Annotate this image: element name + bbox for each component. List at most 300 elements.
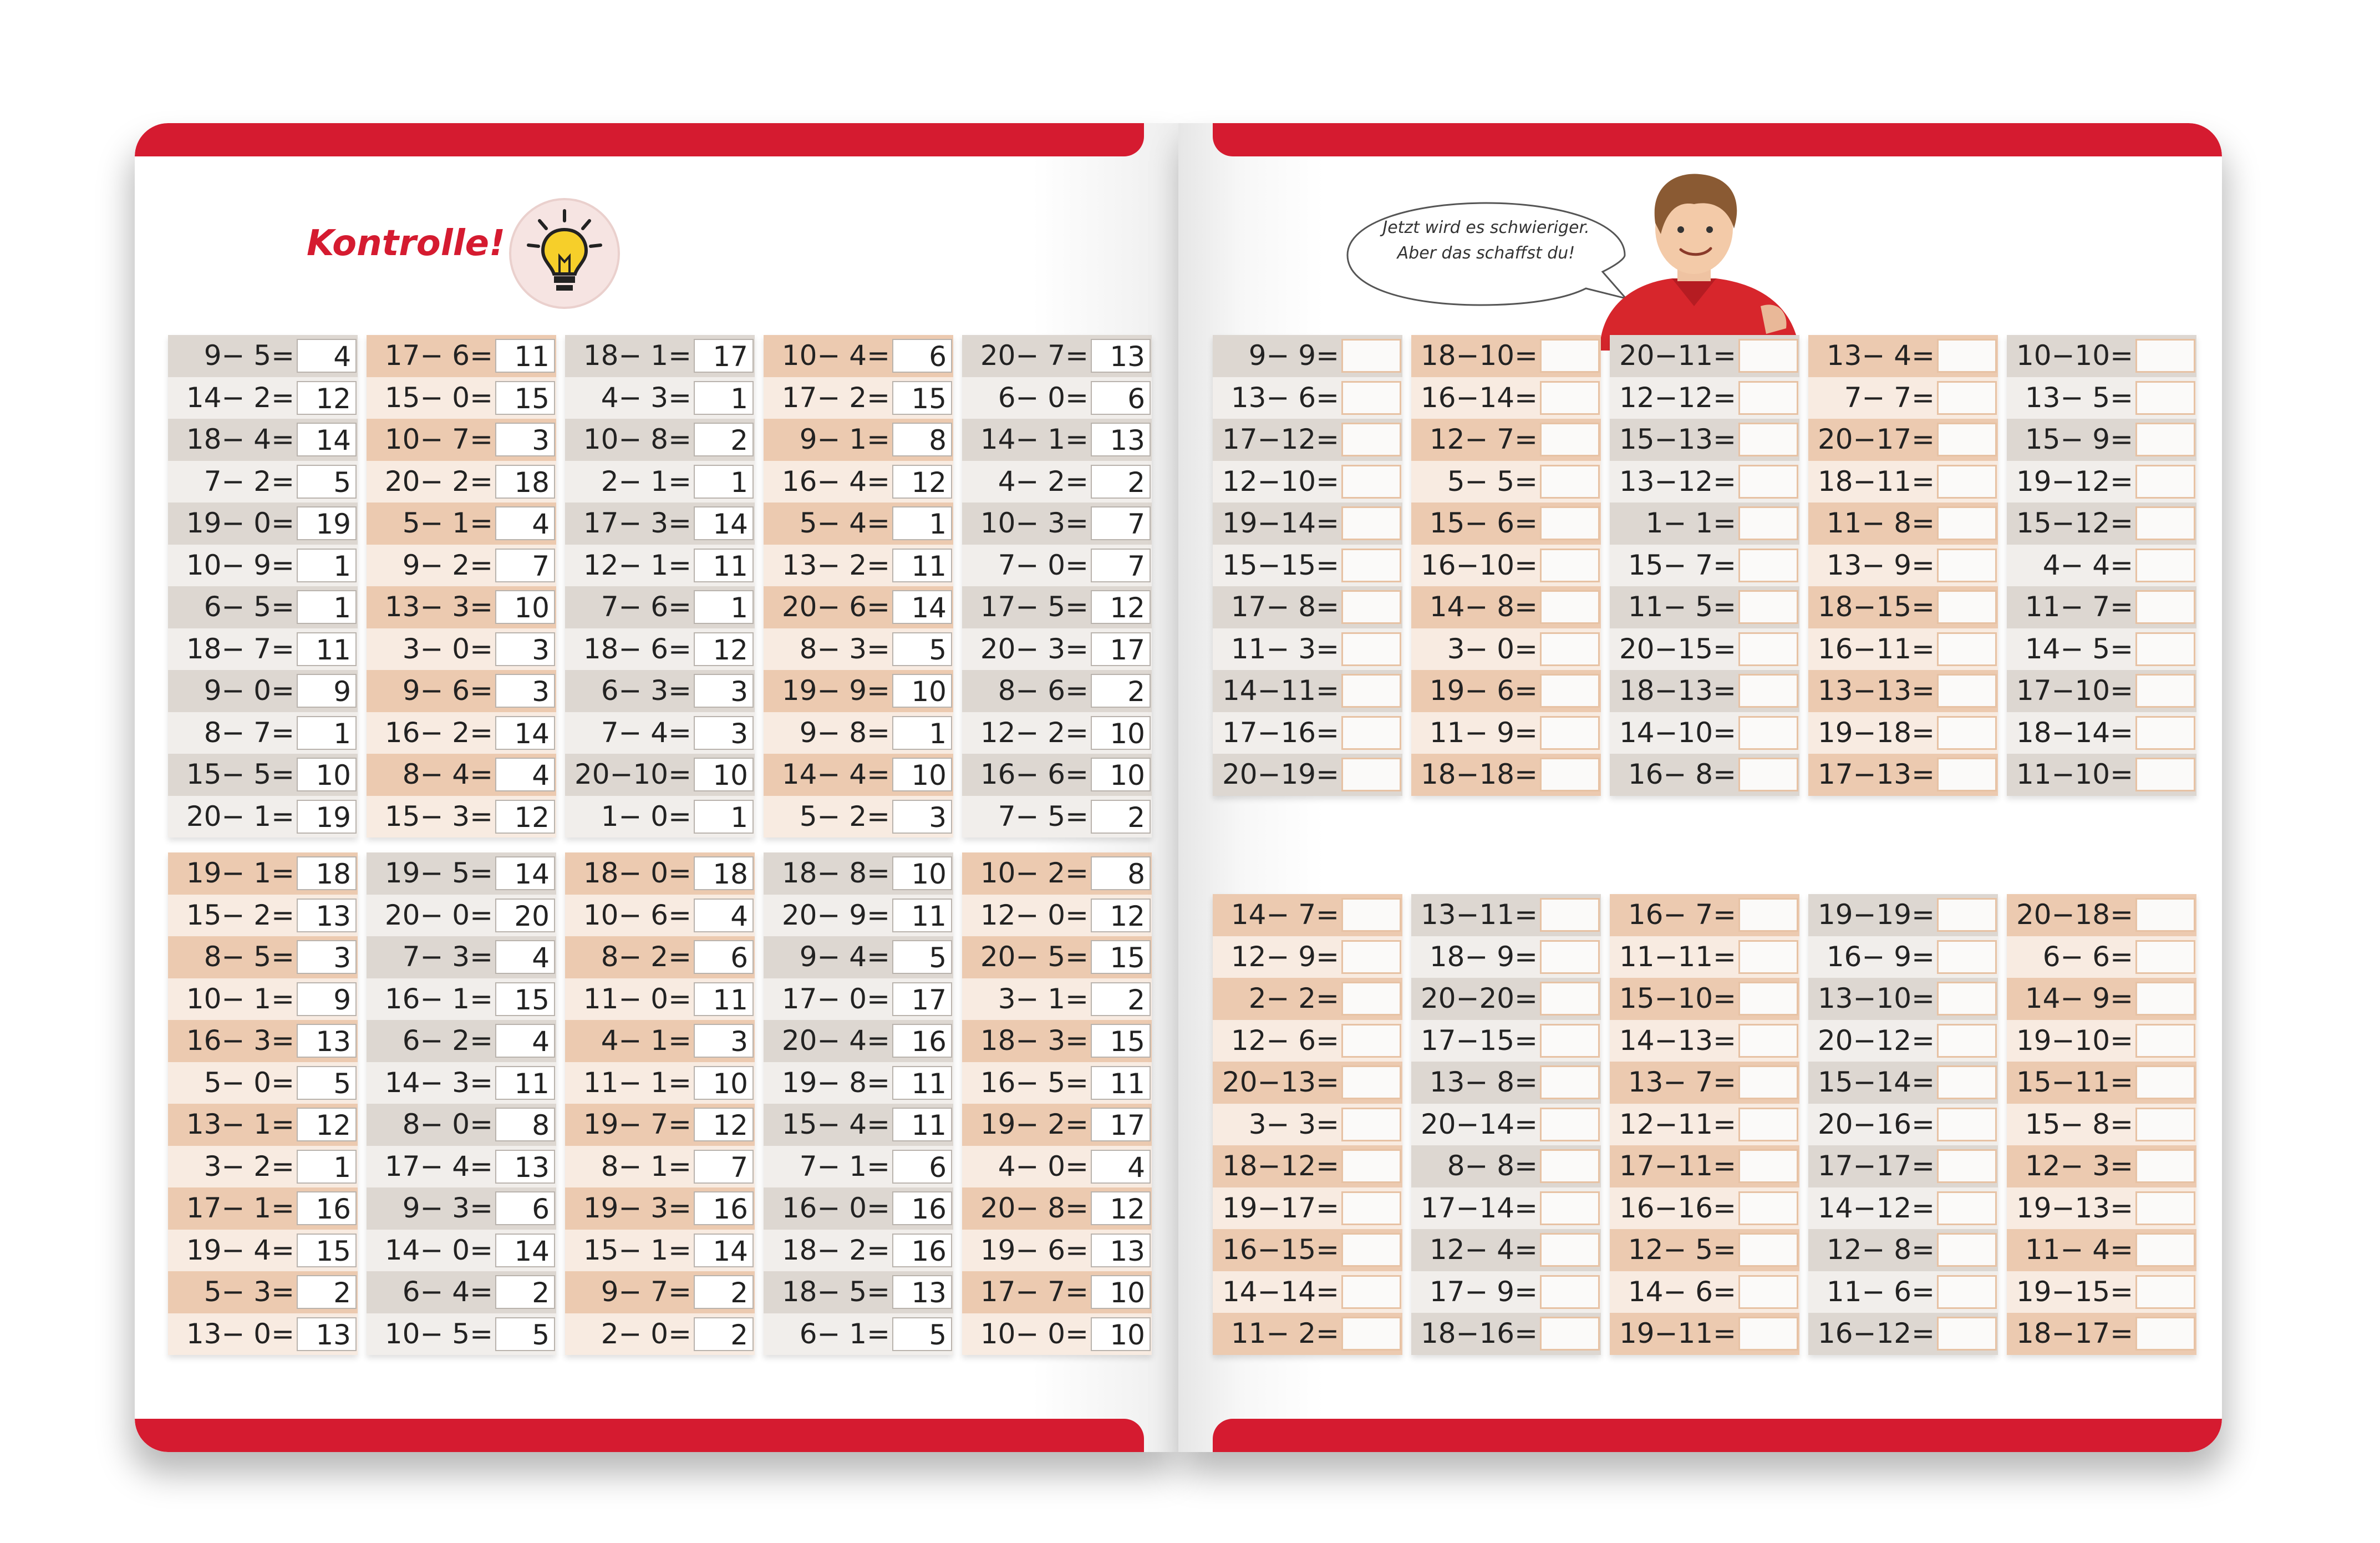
answer-input-box[interactable] <box>1540 758 1600 791</box>
answer-input-box[interactable] <box>2135 716 2195 750</box>
answer-input-box[interactable] <box>1937 423 1997 456</box>
answer-input-box[interactable] <box>1738 1024 1798 1058</box>
equation-row <box>367 1146 556 1188</box>
answer-input-box[interactable] <box>1937 1149 1997 1183</box>
answer-box: 1 <box>297 590 357 624</box>
equation-task: 15−11= <box>2016 1066 2133 1098</box>
answer-box: 5 <box>495 1317 555 1351</box>
answer-input-box[interactable] <box>1341 982 1401 1016</box>
exercise-column <box>2007 335 2196 796</box>
equation-task: 11− 9= <box>1429 716 1538 749</box>
answer-input-box[interactable] <box>1341 549 1401 582</box>
equation-task: 19−15= <box>2016 1275 2133 1308</box>
equation-row <box>962 503 1152 545</box>
equation-task: 3− 3= <box>1248 1108 1339 1140</box>
answer-box: 1 <box>694 465 754 499</box>
answer-input-box[interactable] <box>1738 506 1798 540</box>
equation-task: 12− 1= <box>583 549 691 581</box>
equation-task: 12− 3= <box>2025 1150 2133 1182</box>
equation-row <box>764 712 953 754</box>
equation-row <box>367 754 556 796</box>
answer-input-box[interactable] <box>1937 381 1997 415</box>
equation-row <box>168 1313 358 1356</box>
answer-box: 2 <box>297 1275 357 1309</box>
answer-input-box[interactable] <box>1738 465 1798 499</box>
equation-task: 11− 7= <box>2025 591 2133 623</box>
answer-input-box[interactable] <box>1937 590 1997 624</box>
answer-input-box[interactable] <box>1937 1191 1997 1225</box>
equation-row <box>168 670 358 712</box>
equation-task: 16−15= <box>1222 1234 1339 1266</box>
equation-row <box>962 335 1152 377</box>
equation-row <box>2007 586 2196 628</box>
answer-input-box[interactable] <box>1341 1108 1401 1141</box>
answer-box: 15 <box>1091 1024 1151 1058</box>
equation-row <box>962 796 1152 838</box>
equation-row <box>565 936 755 978</box>
right-page <box>1178 123 2222 1452</box>
speech-line-1: Jetzt wird es schwieriger. <box>1382 218 1590 237</box>
equation-task: 15−14= <box>1817 1066 1935 1098</box>
equation-row <box>1808 1020 1998 1062</box>
equation-row <box>962 1271 1152 1313</box>
answer-box: 14 <box>694 506 754 540</box>
equation-task: 12− 4= <box>1429 1234 1538 1266</box>
answer-input-box[interactable] <box>1738 1149 1798 1183</box>
answer-input-box[interactable] <box>2135 381 2195 415</box>
answer-input-box[interactable] <box>1341 339 1401 373</box>
answer-input-box[interactable] <box>1937 1317 1997 1351</box>
answer-input-box[interactable] <box>1341 1024 1401 1058</box>
equation-row <box>1411 335 1601 377</box>
answer-input-box[interactable] <box>1540 1317 1600 1351</box>
answer-input-box[interactable] <box>1540 1108 1600 1141</box>
equation-task: 18− 0= <box>583 857 691 889</box>
answer-input-box[interactable] <box>1937 1108 1997 1141</box>
equation-row <box>1808 545 1998 587</box>
equation-row <box>1411 1145 1601 1187</box>
equation-row <box>565 1187 755 1230</box>
answer-input-box[interactable] <box>1738 674 1798 708</box>
answer-input-box[interactable] <box>1341 1149 1401 1183</box>
equation-row <box>565 628 755 671</box>
equation-row <box>1808 670 1998 712</box>
equation-row <box>565 712 755 754</box>
equation-row <box>367 1187 556 1230</box>
equation-task: 18−17= <box>2016 1317 2133 1349</box>
answer-input-box[interactable] <box>1937 898 1997 932</box>
answer-input-box[interactable] <box>1341 940 1401 974</box>
equation-row <box>367 1104 556 1146</box>
equation-row <box>962 754 1152 796</box>
answer-input-box[interactable] <box>1341 674 1401 708</box>
equation-task: 15− 0= <box>384 381 493 414</box>
equation-row <box>1808 419 1998 461</box>
equation-task: 18− 6= <box>583 632 691 665</box>
answer-input-box[interactable] <box>1341 1317 1401 1351</box>
answer-input-box[interactable] <box>1540 898 1600 932</box>
answer-input-box[interactable] <box>1738 339 1798 373</box>
equation-row <box>2007 1062 2196 1104</box>
answer-input-box[interactable] <box>1540 465 1600 499</box>
equation-row <box>367 936 556 978</box>
equation-row <box>1411 1020 1601 1062</box>
answer-input-box[interactable] <box>2135 549 2195 582</box>
answer-input-box[interactable] <box>1738 1108 1798 1141</box>
answer-box: 12 <box>297 1108 357 1141</box>
equation-row <box>168 503 358 545</box>
equation-row <box>2007 1229 2196 1271</box>
answer-input-box[interactable] <box>1540 1191 1600 1225</box>
equation-task: 20− 8= <box>980 1192 1089 1224</box>
equation-row <box>168 461 358 503</box>
answer-input-box[interactable] <box>1937 716 1997 750</box>
exercise-column <box>1808 894 1998 1355</box>
equation-task: 10− 8= <box>583 423 691 455</box>
equation-row <box>764 1313 953 1356</box>
answer-input-box[interactable] <box>2135 339 2195 373</box>
equation-task: 20−15= <box>1619 632 1736 665</box>
answer-input-box[interactable] <box>1738 1317 1798 1351</box>
solution-column <box>168 335 358 838</box>
answer-input-box[interactable] <box>1341 423 1401 456</box>
equation-row <box>1610 545 1799 587</box>
equation-task: 7− 7= <box>1844 381 1935 414</box>
equation-row <box>1213 1020 1402 1062</box>
equation-row <box>1610 419 1799 461</box>
equation-task: 6− 1= <box>799 1317 890 1350</box>
equation-task: 18− 3= <box>980 1024 1089 1057</box>
equation-row <box>565 461 755 503</box>
answer-input-box[interactable] <box>1540 940 1600 974</box>
equation-task: 18−13= <box>1619 674 1736 707</box>
answer-input-box[interactable] <box>1738 1275 1798 1309</box>
equation-row <box>962 628 1152 671</box>
answer-input-box[interactable] <box>1738 940 1798 974</box>
answer-input-box[interactable] <box>1341 381 1401 415</box>
answer-input-box[interactable] <box>2135 674 2195 708</box>
equation-task: 14−12= <box>1817 1191 1935 1224</box>
equation-task: 14− 7= <box>1230 899 1339 931</box>
answer-input-box[interactable] <box>1937 758 1997 791</box>
equation-row <box>1411 461 1601 503</box>
equation-row <box>367 978 556 1021</box>
answer-input-box[interactable] <box>1540 549 1600 582</box>
equation-task: 12− 8= <box>1826 1234 1935 1266</box>
answer-input-box[interactable] <box>1738 549 1798 582</box>
answer-input-box[interactable] <box>2135 632 2195 666</box>
equation-row <box>764 1020 953 1062</box>
equation-row <box>367 712 556 754</box>
equation-row <box>168 628 358 671</box>
answer-input-box[interactable] <box>1341 465 1401 499</box>
equation-row <box>2007 377 2196 419</box>
equation-row <box>1411 503 1601 545</box>
answer-box: 2 <box>1091 800 1151 834</box>
answer-box: 10 <box>694 758 754 791</box>
equation-row <box>962 419 1152 461</box>
answer-input-box[interactable] <box>1540 339 1600 373</box>
equation-row <box>962 1146 1152 1188</box>
equation-row <box>2007 503 2196 545</box>
equation-task: 18−18= <box>1420 758 1538 790</box>
equation-row <box>1610 1145 1799 1187</box>
equation-row <box>1610 1313 1799 1355</box>
equation-task: 12− 0= <box>980 899 1089 931</box>
equation-task: 7− 6= <box>601 591 691 623</box>
answer-input-box[interactable] <box>1341 632 1401 666</box>
answer-input-box[interactable] <box>1738 632 1798 666</box>
equation-row <box>2007 419 2196 461</box>
answer-box: 10 <box>297 758 357 791</box>
answer-input-box[interactable] <box>1937 339 1997 373</box>
answer-input-box[interactable] <box>1738 898 1798 932</box>
answer-input-box[interactable] <box>1540 674 1600 708</box>
equation-row <box>1213 1271 1402 1313</box>
equation-task: 17− 8= <box>1230 591 1339 623</box>
equation-row <box>1808 978 1998 1020</box>
answer-input-box[interactable] <box>1738 423 1798 456</box>
equation-row <box>2007 461 2196 503</box>
equation-task: 9− 0= <box>204 674 294 707</box>
answer-input-box[interactable] <box>1937 1065 1997 1099</box>
answer-input-box[interactable] <box>1341 1275 1401 1309</box>
answer-input-box[interactable] <box>1738 716 1798 750</box>
answer-box: 2 <box>694 1317 754 1351</box>
answer-input-box[interactable] <box>2135 1108 2195 1141</box>
top-red-bar <box>135 123 1144 156</box>
equation-task: 13− 7= <box>1628 1066 1736 1098</box>
equation-task: 18− 4= <box>186 423 294 455</box>
equation-task: 14− 2= <box>186 381 294 414</box>
equation-row <box>1411 978 1601 1020</box>
answer-box: 6 <box>694 940 754 974</box>
equation-task: 12−10= <box>1222 465 1339 498</box>
answer-input-box[interactable] <box>2135 590 2195 624</box>
answer-box: 13 <box>297 899 357 932</box>
answer-input-box[interactable] <box>1738 982 1798 1016</box>
equation-task: 16− 0= <box>781 1192 890 1224</box>
answer-input-box[interactable] <box>2135 758 2195 791</box>
equation-task: 6− 3= <box>601 674 691 707</box>
equation-task: 11− 8= <box>1826 507 1935 539</box>
equation-task: 19− 3= <box>583 1192 691 1224</box>
answer-input-box[interactable] <box>1341 506 1401 540</box>
equation-row <box>168 1062 358 1104</box>
answer-box: 5 <box>892 632 952 666</box>
equation-row <box>1213 1145 1402 1187</box>
equation-task: 11− 5= <box>1628 591 1736 623</box>
answer-input-box[interactable] <box>2135 506 2195 540</box>
answer-box: 7 <box>1091 506 1151 540</box>
answer-input-box[interactable] <box>2135 1191 2195 1225</box>
answer-box: 11 <box>694 549 754 582</box>
answer-box: 5 <box>892 1317 952 1351</box>
answer-box: 11 <box>694 982 754 1016</box>
answer-input-box[interactable] <box>2135 1317 2195 1351</box>
answer-input-box[interactable] <box>1937 940 1997 974</box>
equation-task: 20− 2= <box>384 465 493 498</box>
equation-task: 10− 7= <box>384 423 493 455</box>
equation-row <box>565 419 755 461</box>
equation-task: 13− 6= <box>1230 381 1339 414</box>
equation-task: 2− 1= <box>601 465 691 498</box>
answer-input-box[interactable] <box>1937 1233 1997 1267</box>
answer-input-box[interactable] <box>2135 940 2195 974</box>
answer-input-box[interactable] <box>1540 1065 1600 1099</box>
equation-row <box>1808 335 1998 377</box>
answer-input-box[interactable] <box>1540 423 1600 456</box>
equation-task: 1− 1= <box>1645 507 1736 539</box>
answer-input-box[interactable] <box>1738 590 1798 624</box>
equation-task: 11− 2= <box>1230 1317 1339 1349</box>
equation-task: 15− 5= <box>186 758 294 790</box>
answer-box: 11 <box>892 549 952 582</box>
equation-row <box>1808 1145 1998 1187</box>
answer-input-box[interactable] <box>1540 1024 1600 1058</box>
answer-input-box[interactable] <box>2135 898 2195 932</box>
answer-input-box[interactable] <box>1540 982 1600 1016</box>
equation-row <box>962 1104 1152 1146</box>
answer-input-box[interactable] <box>1937 1024 1997 1058</box>
equation-task: 10− 5= <box>384 1317 493 1350</box>
equation-task: 16−11= <box>1817 632 1935 665</box>
answer-input-box[interactable] <box>1341 1065 1401 1099</box>
equation-row <box>764 628 953 671</box>
answer-input-box[interactable] <box>1341 716 1401 750</box>
answer-box: 5 <box>297 465 357 499</box>
answer-box: 10 <box>1091 716 1151 750</box>
equation-task: 3− 0= <box>1447 632 1538 665</box>
answer-input-box[interactable] <box>2135 1233 2195 1267</box>
answer-input-box[interactable] <box>1738 1233 1798 1267</box>
answer-input-box[interactable] <box>1540 381 1600 415</box>
answer-input-box[interactable] <box>1341 590 1401 624</box>
equation-row <box>1808 1229 1998 1271</box>
answer-input-box[interactable] <box>1937 982 1997 1016</box>
answer-input-box[interactable] <box>1738 758 1798 791</box>
equation-task: 18− 2= <box>781 1234 890 1266</box>
equation-row <box>1213 754 1402 796</box>
solution-column <box>764 852 953 1355</box>
answer-input-box[interactable] <box>1341 1191 1401 1225</box>
equation-row <box>1610 1020 1799 1062</box>
answer-input-box[interactable] <box>2135 465 2195 499</box>
equation-task: 4− 4= <box>2042 549 2133 581</box>
answer-input-box[interactable] <box>1540 590 1600 624</box>
answer-input-box[interactable] <box>2135 982 2195 1016</box>
equation-task: 18−12= <box>1222 1150 1339 1182</box>
equation-row <box>168 377 358 419</box>
answer-input-box[interactable] <box>1341 898 1401 932</box>
exercise-column <box>1610 894 1799 1355</box>
answer-input-box[interactable] <box>1738 381 1798 415</box>
equation-row <box>367 628 556 671</box>
answer-box: 14 <box>892 590 952 624</box>
answer-input-box[interactable] <box>1937 1275 1997 1309</box>
equation-task: 14− 0= <box>384 1234 493 1266</box>
equation-task: 17−15= <box>1420 1024 1538 1057</box>
answer-input-box[interactable] <box>1937 506 1997 540</box>
left-page <box>135 123 1178 1452</box>
answer-input-box[interactable] <box>2135 1024 2195 1058</box>
equation-task: 13− 1= <box>186 1108 294 1140</box>
answer-input-box[interactable] <box>1540 632 1600 666</box>
equation-task: 18−15= <box>1817 591 1935 623</box>
equation-row <box>962 461 1152 503</box>
answer-input-box[interactable] <box>1937 465 1997 499</box>
equation-row <box>1411 712 1601 754</box>
equation-row <box>1808 503 1998 545</box>
answer-input-box[interactable] <box>1540 506 1600 540</box>
equation-row <box>1213 503 1402 545</box>
equation-task: 16− 8= <box>1628 758 1736 790</box>
equation-row <box>764 1230 953 1272</box>
answer-input-box[interactable] <box>1937 674 1997 708</box>
answer-box: 14 <box>297 423 357 456</box>
answer-input-box[interactable] <box>1341 758 1401 791</box>
answer-box: 18 <box>495 465 555 499</box>
answer-box: 14 <box>495 856 555 890</box>
equation-row <box>1213 1187 1402 1230</box>
equation-task: 20−20= <box>1420 982 1538 1014</box>
equation-row <box>962 545 1152 587</box>
equation-row <box>367 670 556 712</box>
answer-input-box[interactable] <box>2135 1065 2195 1099</box>
answer-box: 14 <box>495 1234 555 1267</box>
answer-input-box[interactable] <box>2135 1149 2195 1183</box>
solution-column <box>565 852 755 1355</box>
equation-row <box>1213 628 1402 671</box>
answer-box: 4 <box>495 758 555 791</box>
answer-input-box[interactable] <box>1540 1275 1600 1309</box>
answer-input-box[interactable] <box>2135 423 2195 456</box>
answer-input-box[interactable] <box>1738 1065 1798 1099</box>
equation-row <box>764 1062 953 1104</box>
equation-row <box>1808 461 1998 503</box>
equation-row <box>2007 1104 2196 1146</box>
equation-task: 16−10= <box>1420 549 1538 581</box>
answer-box: 10 <box>892 856 952 890</box>
answer-input-box[interactable] <box>1540 716 1600 750</box>
solution-column <box>565 335 755 838</box>
answer-input-box[interactable] <box>1540 1233 1600 1267</box>
equation-task: 13− 4= <box>1826 339 1935 372</box>
equation-task: 17− 5= <box>980 591 1089 623</box>
equation-task: 4− 1= <box>601 1024 691 1057</box>
equation-task: 7− 2= <box>204 465 294 498</box>
answer-input-box[interactable] <box>2135 1275 2195 1309</box>
answer-input-box[interactable] <box>1738 1191 1798 1225</box>
equation-row <box>1610 628 1799 671</box>
equation-task: 19−17= <box>1222 1191 1339 1224</box>
answer-box: 3 <box>892 800 952 834</box>
answer-input-box[interactable] <box>1937 632 1997 666</box>
equation-row <box>1213 586 1402 628</box>
answer-input-box[interactable] <box>1937 549 1997 582</box>
equation-row <box>1411 1187 1601 1230</box>
answer-input-box[interactable] <box>1540 1149 1600 1183</box>
answer-input-box[interactable] <box>1341 1233 1401 1267</box>
equation-task: 16− 4= <box>781 465 890 498</box>
equation-row <box>764 852 953 895</box>
answer-box: 10 <box>1091 758 1151 791</box>
equation-task: 15− 2= <box>186 899 294 931</box>
equation-task: 14− 8= <box>1429 591 1538 623</box>
equation-row <box>1610 894 1799 936</box>
equation-task: 19−11= <box>1619 1317 1736 1349</box>
answer-box: 15 <box>495 381 555 415</box>
